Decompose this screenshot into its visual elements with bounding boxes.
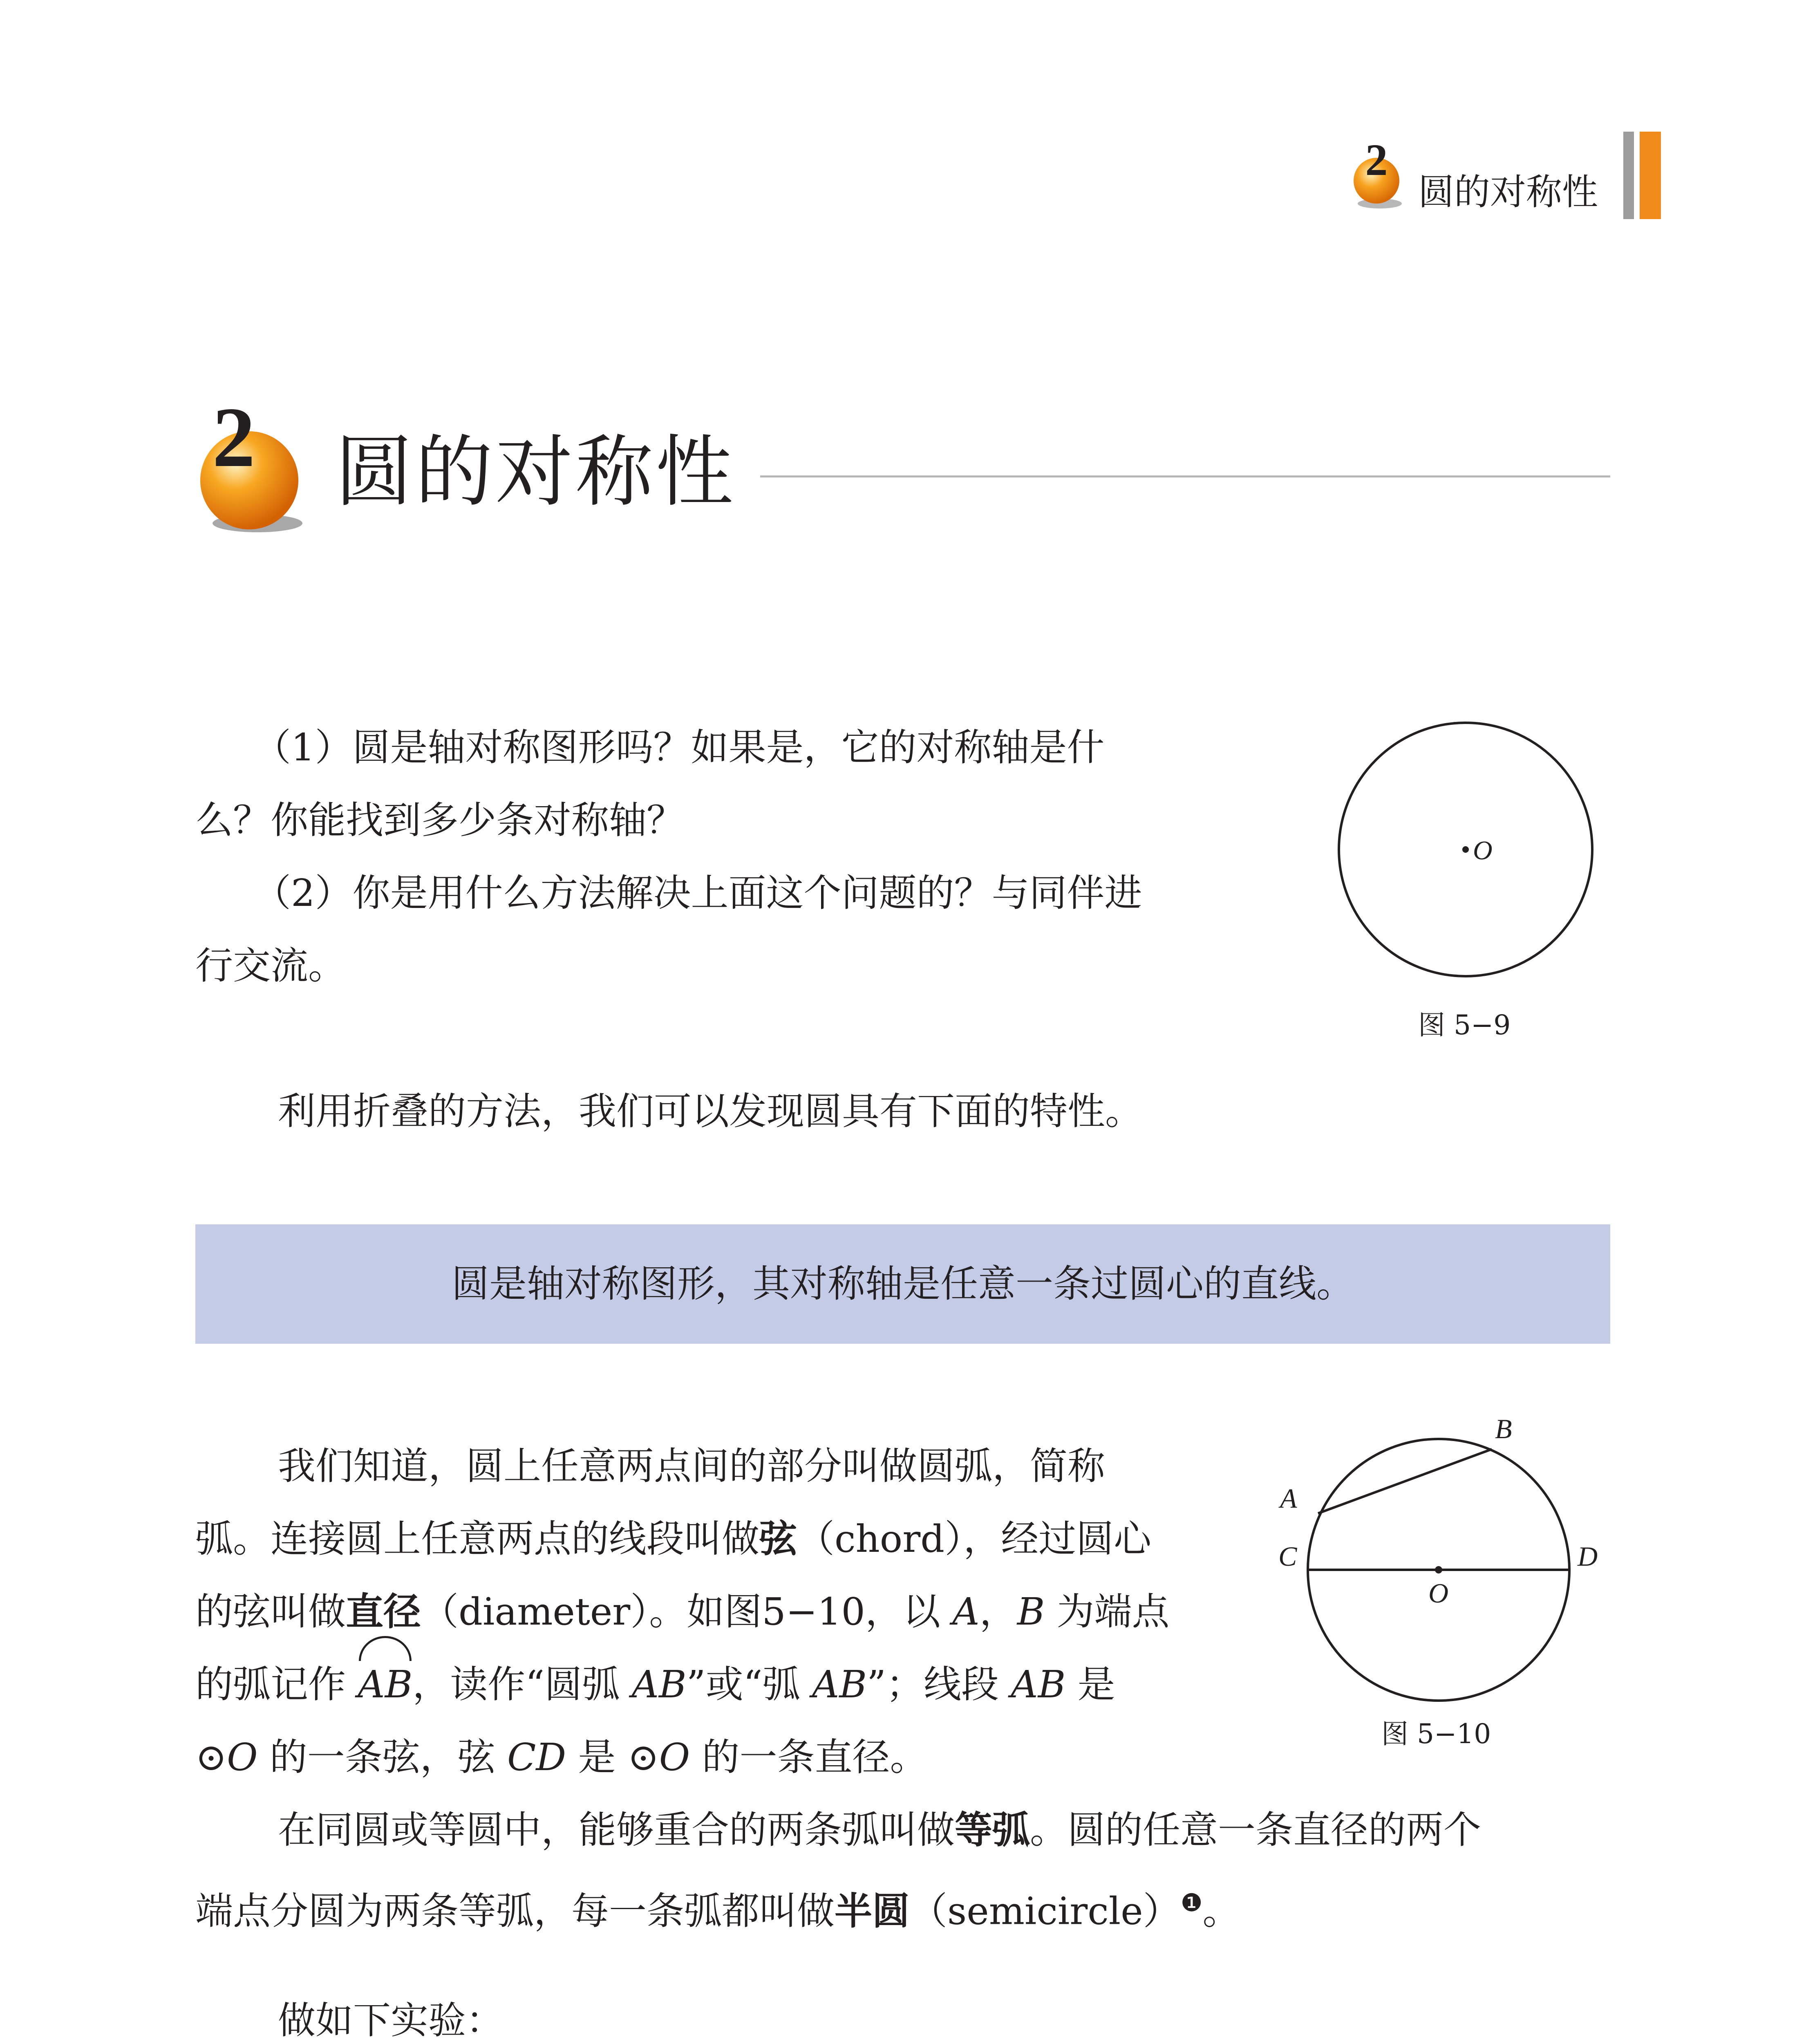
figure-5-10-caption: 图 5−10 bbox=[1381, 1718, 1491, 1750]
key-property-text: 圆是轴对称图形，其对称轴是任意一条过圆心的直线。 bbox=[451, 1262, 1354, 1306]
label-o: O bbox=[1428, 1578, 1449, 1609]
arc-paragraph-line-5: ⊙O 的一条弦，弦 CD 是 ⊙O 的一条直径。 bbox=[195, 1735, 928, 1779]
chapter-badge-number: 2 bbox=[1365, 135, 1388, 185]
label-c: C bbox=[1278, 1541, 1297, 1572]
key-property-box bbox=[195, 1224, 1610, 1344]
question-1-line-2: 么？你能找到多少条对称轴？ bbox=[195, 798, 685, 842]
label-b: B bbox=[1495, 1413, 1512, 1444]
question-2-line-1: （2）你是用什么方法解决上面这个问题的？与同伴进 bbox=[253, 871, 1142, 915]
label-a: A bbox=[1280, 1483, 1297, 1514]
label-o: O bbox=[1473, 836, 1493, 865]
term-semicircle: 半圆 bbox=[835, 1889, 910, 1933]
center-point-o bbox=[1462, 846, 1469, 853]
footnote-marker[interactable]: ❶ bbox=[1180, 1889, 1203, 1917]
experiment-heading: 做如下实验： bbox=[278, 1999, 504, 2042]
equal-arc-line-2: 端点分圆为两条等弧，每一条弧都叫做半圆（semicircle）$^❶$。 bbox=[195, 1889, 1240, 1933]
label-d: D bbox=[1578, 1541, 1598, 1572]
term-diameter: 直径 bbox=[346, 1590, 421, 1634]
arc-paragraph-line-3: 的弦叫做直径（diameter）。如图5−10，以 A，B 为端点 bbox=[195, 1590, 1170, 1634]
section-title-rule bbox=[760, 475, 1610, 477]
question-1-line-1: （1）圆是轴对称图形吗？如果是，它的对称轴是什 bbox=[253, 726, 1105, 769]
arc-ab-notation: AB bbox=[358, 1648, 412, 1721]
chapter-badge-icon bbox=[1347, 135, 1408, 217]
section-badge-icon bbox=[192, 405, 315, 540]
arc-paragraph-line-2: 弧。连接圆上任意两点的线段叫做弦（chord），经过圆心 bbox=[195, 1517, 1152, 1561]
figure-5-9-circle bbox=[1324, 719, 1610, 1006]
arc-paragraph-line-4: 的弧记作 AB，读作“圆弧 AB”或“弧 AB”；线段 AB 是 bbox=[195, 1648, 1115, 1721]
figure-5-10-circle bbox=[1275, 1406, 1643, 1733]
equal-arc-line-1: 在同圆或等圆中，能够重合的两条弧叫做等弧。圆的任意一条直径的两个 bbox=[278, 1808, 1482, 1852]
term-equal-arc: 等弧 bbox=[955, 1808, 1030, 1852]
running-header-title: 圆的对称性 bbox=[1418, 171, 1598, 213]
arc-paragraph-line-1: 我们知道，圆上任意两点间的部分叫做圆弧，简称 bbox=[278, 1444, 1106, 1488]
header-bar-orange bbox=[1640, 132, 1661, 219]
intro-sentence: 利用折叠的方法，我们可以发现圆具有下面的特性。 bbox=[278, 1089, 1143, 1133]
chord-ab bbox=[1318, 1449, 1492, 1513]
figure-5-9-caption: 图 5−9 bbox=[1418, 1009, 1511, 1041]
section-title: 圆的对称性 bbox=[335, 427, 736, 517]
question-2-line-2: 行交流。 bbox=[195, 944, 346, 988]
term-chord: 弦 bbox=[759, 1517, 797, 1561]
section-badge-number: 2 bbox=[212, 405, 255, 485]
center-point-o bbox=[1435, 1566, 1442, 1573]
header-bar-gray bbox=[1623, 132, 1634, 219]
